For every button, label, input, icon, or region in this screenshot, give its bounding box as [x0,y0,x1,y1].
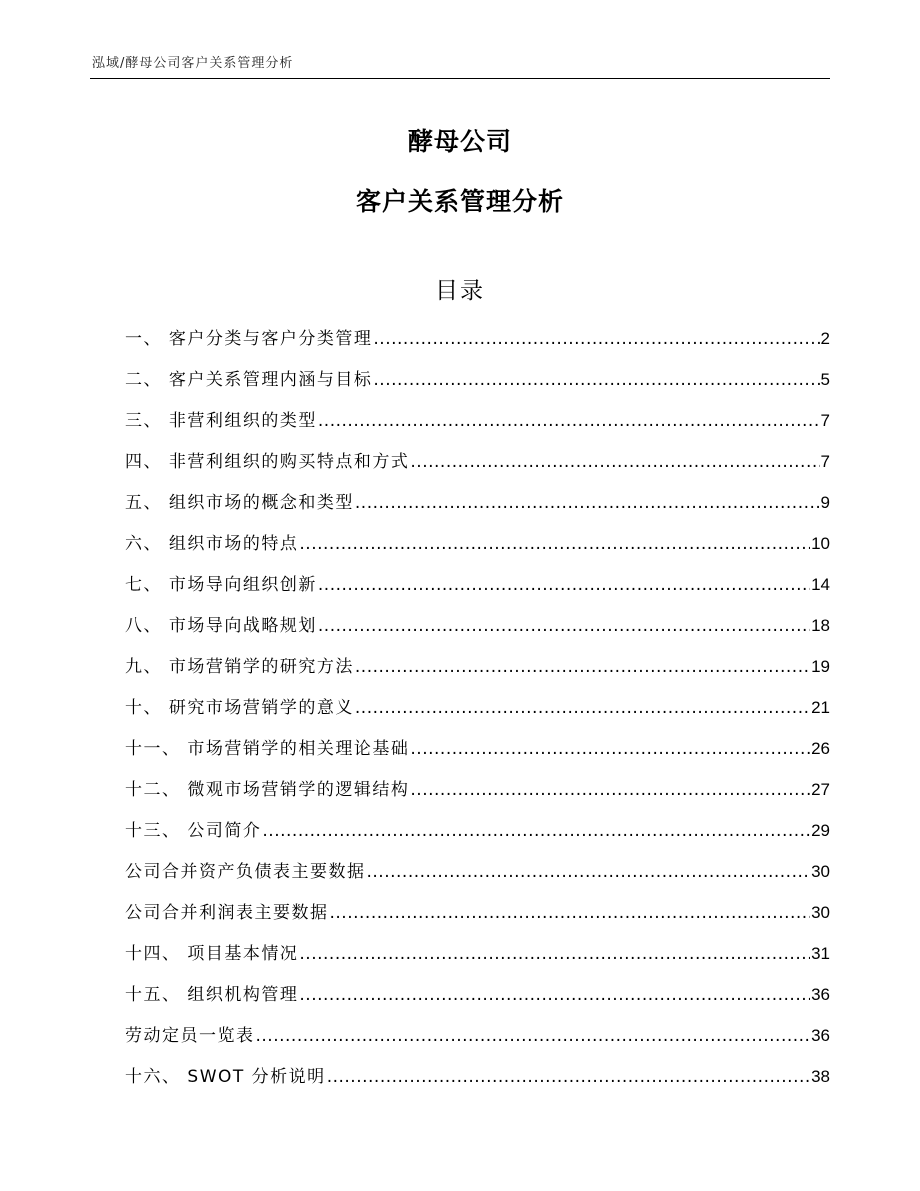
toc-entry-page: 14 [811,575,830,594]
toc-entry-page: 38 [811,1067,830,1086]
toc-dot-leader [355,493,820,513]
toc-entry-label: 五、 组织市场的概念和类型 [125,493,354,513]
toc-entry-label: 七、 市场导向组织创新 [125,575,317,595]
toc-entry-label: 十、 研究市场营销学的意义 [125,698,354,718]
toc-entry[interactable] [125,693,830,734]
toc-entry-page: 36 [811,985,830,1004]
toc-entry[interactable] [125,611,830,652]
toc-entry-page: 30 [811,903,830,922]
toc-entry[interactable] [125,816,830,857]
toc-entry-page: 27 [811,780,830,799]
toc-entry[interactable] [125,1062,830,1103]
toc-dot-leader [330,903,811,923]
toc-entry-page: 5 [820,370,830,389]
toc-dot-leader [318,616,810,636]
toc-entry-page: 2 [820,329,830,348]
toc-entry-label: 十一、 市场营销学的相关理论基础 [125,739,410,759]
toc-dot-leader [355,698,810,718]
toc-entry[interactable] [125,447,830,488]
toc-entry[interactable] [125,939,830,980]
toc-dot-leader [355,657,810,677]
toc-entry[interactable] [125,775,830,816]
toc-entry-label: 三、 非营利组织的类型 [125,411,317,431]
toc-entry-page: 7 [820,411,830,430]
toc-entry[interactable] [125,734,830,775]
table-of-contents [125,324,830,1103]
toc-dot-leader [318,575,810,595]
toc-entry[interactable] [125,980,830,1021]
toc-dot-leader [367,862,811,882]
toc-entry-label: 九、 市场营销学的研究方法 [125,657,354,677]
toc-dot-leader [299,985,810,1005]
toc-entry-label: 劳动定员一览表 [125,1026,255,1046]
toc-dot-leader [410,452,819,472]
toc-entry-page: 21 [811,698,830,717]
toc-entry-page: 26 [811,739,830,758]
toc-entry-page: 29 [811,821,830,840]
toc-entry[interactable] [125,488,830,529]
toc-entry[interactable] [125,898,830,939]
toc-entry-label: 二、 客户关系管理内涵与目标 [125,370,373,390]
header-rule [90,78,830,79]
toc-entry-label: 公司合并利润表主要数据 [125,903,329,923]
toc-dot-leader [256,1026,811,1046]
toc-entry-page: 36 [811,1026,830,1045]
toc-entry[interactable] [125,652,830,693]
toc-entry[interactable] [125,1021,830,1062]
toc-entry[interactable] [125,324,830,365]
toc-dot-leader [318,411,820,431]
toc-heading: 目录 [435,278,485,304]
toc-dot-leader [299,534,810,554]
running-header: 泓域/酵母公司客户关系管理分析 [92,56,294,71]
toc-entry[interactable] [125,406,830,447]
toc-entry-page: 30 [811,862,830,881]
toc-entry-page: 18 [811,616,830,635]
toc-dot-leader [299,944,810,964]
toc-entry-page: 9 [820,493,830,512]
toc-entry-label: 八、 市场导向战略规划 [125,616,317,636]
toc-entry-label: 一、 客户分类与客户分类管理 [125,329,373,349]
toc-entry-label: 四、 非营利组织的购买特点和方式 [125,452,410,472]
toc-entry-page: 19 [811,657,830,676]
toc-entry-page: 31 [811,944,830,963]
toc-entry[interactable] [125,529,830,570]
document-subtitle: 客户关系管理分析 [355,187,564,216]
toc-entry-label: 十五、 组织机构管理 [125,985,299,1005]
toc-entry-label: 十四、 项目基本情况 [125,944,299,964]
toc-entry-label: 公司合并资产负债表主要数据 [125,862,366,882]
toc-entry-page: 7 [820,452,830,471]
toc-entry-page: 10 [811,534,830,553]
toc-dot-leader [373,370,819,390]
toc-dot-leader [262,821,810,841]
toc-entry-label: 十二、 微观市场营销学的逻辑结构 [125,780,410,800]
toc-dot-leader [373,329,819,349]
document-title: 酵母公司 [407,127,512,156]
toc-dot-leader [327,1067,810,1087]
toc-entry[interactable] [125,857,830,898]
toc-dot-leader [410,780,810,800]
toc-entry[interactable] [125,365,830,406]
toc-dot-leader [410,739,810,759]
toc-entry-label: 十六、 SWOT 分析说明 [125,1067,326,1087]
toc-entry-label: 六、 组织市场的特点 [125,534,299,554]
toc-entry[interactable] [125,570,830,611]
toc-entry-label: 十三、 公司简介 [125,821,262,841]
